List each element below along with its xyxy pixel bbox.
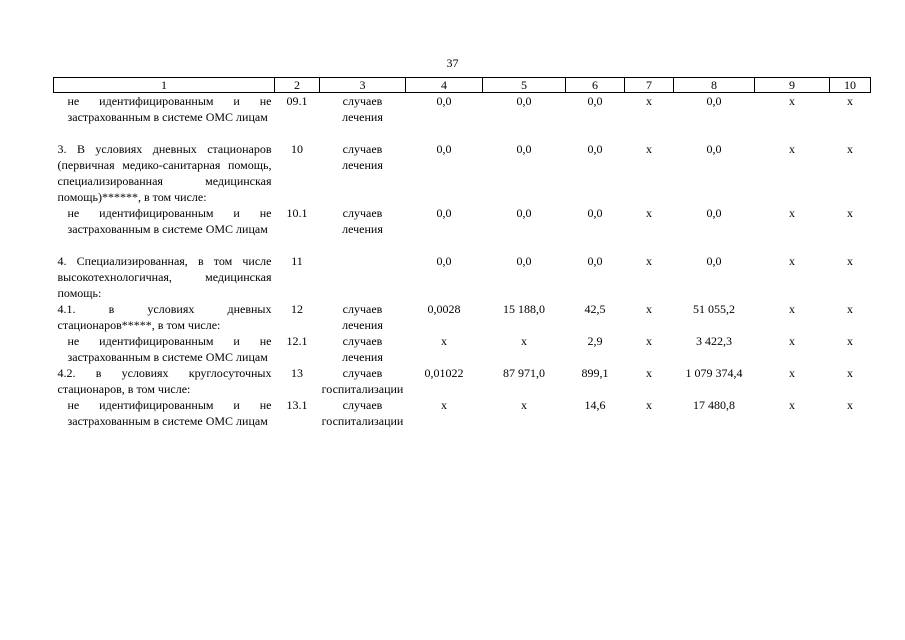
cell-col9: х	[789, 206, 795, 220]
column-header: 2	[275, 78, 320, 93]
cell-col8: 17 480,8	[693, 398, 735, 412]
cell-col9: х	[789, 366, 795, 380]
row-number: 12	[291, 302, 303, 316]
row-number: 13.1	[286, 398, 308, 412]
cell-col4: 0,0	[436, 254, 452, 268]
cell-col10: х	[847, 398, 853, 412]
row-number: 11	[291, 254, 303, 268]
cell-col5: 0,0	[516, 206, 532, 220]
table-row	[54, 253, 871, 301]
page-number: 37	[446, 56, 459, 70]
column-header: 10	[830, 78, 871, 93]
cell-col5: х	[521, 398, 527, 412]
cell-col8: 51 055,2	[693, 302, 735, 316]
table-row	[54, 397, 871, 429]
cell-col9: х	[789, 142, 795, 156]
cell-col10: х	[847, 302, 853, 316]
table-row	[54, 205, 871, 253]
cell-col10: х	[847, 334, 853, 348]
row-number: 10	[291, 142, 303, 156]
table-row	[54, 301, 871, 333]
row-number: 12.1	[286, 334, 308, 348]
cell-col8: 0,0	[706, 206, 722, 220]
cell-col6: 0,0	[587, 94, 603, 108]
row-unit: случаев лечения	[342, 206, 383, 236]
column-header: 8	[674, 78, 755, 93]
row-description: не идентифицированным и не застрахованным в системе ОМС лицам	[67, 206, 272, 236]
cell-col6: 899,1	[581, 366, 609, 380]
row-unit: случаев лечения	[342, 142, 383, 172]
row-description: не идентифицированным и не застрахованным в системе ОМС лицам	[67, 94, 272, 124]
cell-col6: 0,0	[587, 254, 603, 268]
table-row	[54, 141, 871, 205]
column-header: 9	[755, 78, 830, 93]
cell-col6: 42,5	[584, 302, 606, 316]
cell-col8: 3 422,3	[696, 334, 732, 348]
table-row	[54, 365, 871, 397]
row-number: 09.1	[286, 94, 308, 108]
cell-col4: 0,0	[436, 206, 452, 220]
row-description: 4.1. в условиях дневных стационаров*****, в том числе:	[57, 302, 272, 332]
row-number: 13	[291, 366, 303, 380]
cell-col10: х	[847, 366, 853, 380]
cell-col4: х	[441, 398, 447, 412]
row-description: 4. Специализированная, в том числе высокотехнологичная, медицинская помощь:	[57, 254, 272, 300]
column-header: 4	[406, 78, 483, 93]
row-unit: случаев лечения	[342, 94, 383, 124]
cell-col5: 0,0	[516, 254, 532, 268]
cell-col8: 0,0	[706, 142, 722, 156]
cell-col7: х	[646, 302, 652, 316]
cell-col9: х	[789, 302, 795, 316]
table-row	[54, 333, 871, 365]
cell-col4: 0,0	[436, 94, 452, 108]
row-unit: случаев госпитализации	[321, 398, 404, 428]
cell-col9: х	[789, 254, 795, 268]
row-unit	[320, 253, 406, 301]
row-unit: случаев лечения	[342, 334, 383, 364]
cell-col7: х	[646, 142, 652, 156]
cell-col9: х	[789, 94, 795, 108]
cell-col7: х	[646, 398, 652, 412]
column-header: 5	[483, 78, 566, 93]
column-header: 3	[320, 78, 406, 93]
cell-col5: 15 188,0	[503, 302, 545, 316]
cell-col6: 14,6	[584, 398, 606, 412]
cell-col6: 0,0	[587, 142, 603, 156]
row-number: 10.1	[286, 206, 308, 220]
row-unit: случаев лечения	[342, 302, 383, 332]
row-description: 4.2. в условиях круглосуточных стационаров, в том числе:	[57, 366, 272, 396]
cell-col8: 0,0	[706, 94, 722, 108]
cell-col7: х	[646, 254, 652, 268]
cell-col10: х	[847, 142, 853, 156]
cell-col4: 0,01022	[424, 366, 464, 380]
cell-col8: 1 079 374,4	[685, 366, 743, 380]
cell-col10: х	[847, 254, 853, 268]
cell-col4: х	[441, 334, 447, 348]
cell-col9: х	[789, 334, 795, 348]
column-header: 7	[625, 78, 674, 93]
cell-col5: х	[521, 334, 527, 348]
cell-col7: х	[646, 94, 652, 108]
cell-col5: 0,0	[516, 94, 532, 108]
row-description: не идентифицированным и не застрахованным в системе ОМС лицам	[67, 334, 272, 364]
column-header: 1	[54, 78, 275, 93]
cell-col5: 87 971,0	[503, 366, 545, 380]
cell-col7: х	[646, 206, 652, 220]
cell-col8: 0,0	[706, 254, 722, 268]
row-unit: случаев госпитализации	[321, 366, 404, 396]
cell-col10: х	[847, 94, 853, 108]
data-table	[53, 77, 871, 429]
table-header-row	[54, 78, 871, 93]
row-description: не идентифицированным и не застрахованным в системе ОМС лицам	[67, 398, 272, 428]
cell-col6: 0,0	[587, 206, 603, 220]
cell-col6: 2,9	[587, 334, 603, 348]
cell-col5: 0,0	[516, 142, 532, 156]
cell-col7: х	[646, 366, 652, 380]
table-row	[54, 93, 871, 142]
column-header: 6	[566, 78, 625, 93]
cell-col4: 0,0	[436, 142, 452, 156]
cell-col7: х	[646, 334, 652, 348]
row-description: 3. В условиях дневных стационаров (первичная медико-санитарная помощь, специализированная медицинская помощь)******, в том числе:	[57, 142, 272, 204]
cell-col9: х	[789, 398, 795, 412]
cell-col4: 0,0028	[427, 302, 461, 316]
cell-col10: х	[847, 206, 853, 220]
